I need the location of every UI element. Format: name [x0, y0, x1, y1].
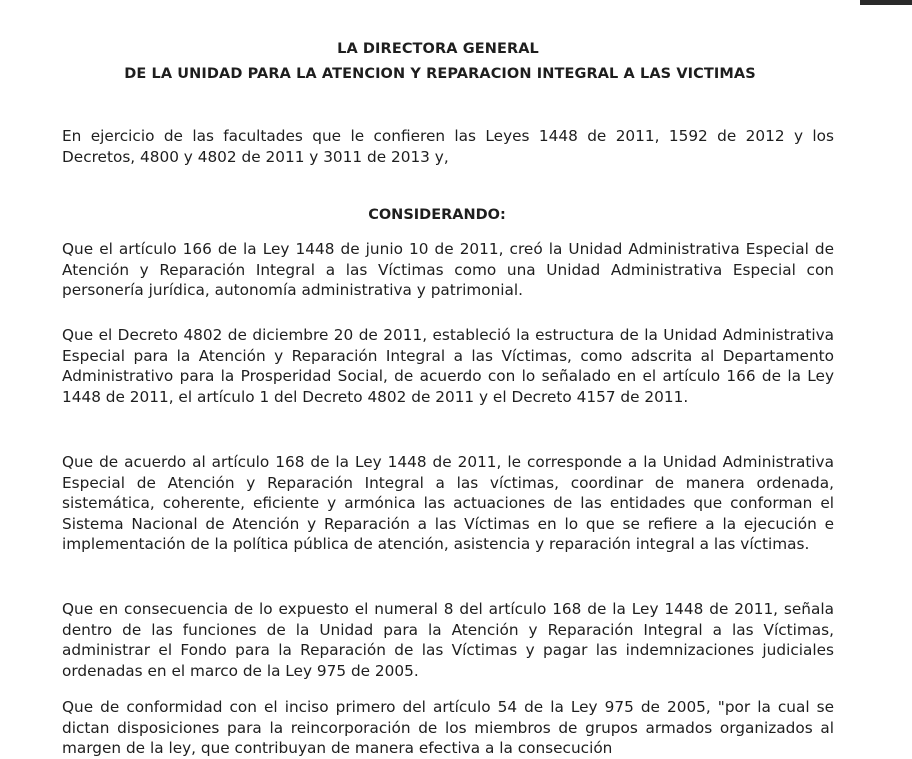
- paragraph-1: Que el artículo 166 de la Ley 1448 de junio 10 de 2011, creó la Unidad Administrativa Especial de Atención y Reparación Integral a las Víctimas como una Unidad Administrativa Especial con personería jurídica, autonomía administrativa y patrimonial.: [62, 240, 834, 300]
- paragraph-4: Que en consecuencia de lo expuesto el numeral 8 del artículo 168 de la Ley 1448 de 2011, señala dentro de las funciones de la Unidad para la Atención y Reparación Integral a las Víctimas, administrar el Fondo para la Reparación de las Víctimas y pagar las indemnizaciones judiciales ordenadas en el marco de la Ley 975 de 2005.: [62, 600, 834, 680]
- paragraph-5: Que de conformidad con el inciso primero del artículo 54 de la Ley 975 de 2005, "por la cual se dictan disposiciones para la reincorporación de los miembros de grupos armados organizados al margen de la ley, que contribuyan de manera efectiva a la consecución: [62, 698, 834, 758]
- section-heading: CONSIDERANDO:: [368, 207, 506, 223]
- paragraph-2: Que el Decreto 4802 de diciembre 20 de 2011, estableció la estructura de la Unidad Administrativa Especial para la Atención y Reparación Integral a las Víctimas, como adscrita al Departamento Administrativo para la Prosperidad Social, de acuerdo con lo señalado en el artículo 166 de la Ley 1448 de 2011, el artículo 1 del Decreto 4802 de 2011 y el Decreto 4157 de 2011.: [62, 326, 834, 406]
- paragraph-3: Que de acuerdo al artículo 168 de la Ley 1448 de 2011, le corresponde a la Unidad Administrativa Especial de Atención y Reparación Integral a las víctimas, coordinar de manera ordenada, sistemática, coherente, eficiente y armónica las actuaciones de las entidades que conforman el Sistema Nacional de Atención y Reparación a las Víctimas en lo que se refiere a la ejecución e implementación de la política pública de atención, asistencia y reparación integral a las víctimas.: [62, 453, 834, 554]
- intro-paragraph: En ejercicio de las facultades que le confieren las Leyes 1448 de 2011, 1592 de 2012 y los Decretos, 4800 y 4802 de 2011 y 3011 de 2013 y,: [62, 127, 834, 166]
- heading-subtitle: DE LA UNIDAD PARA LA ATENCION Y REPARACION INTEGRAL A LAS VICTIMAS: [124, 66, 756, 82]
- heading-title: LA DIRECTORA GENERAL: [337, 41, 539, 57]
